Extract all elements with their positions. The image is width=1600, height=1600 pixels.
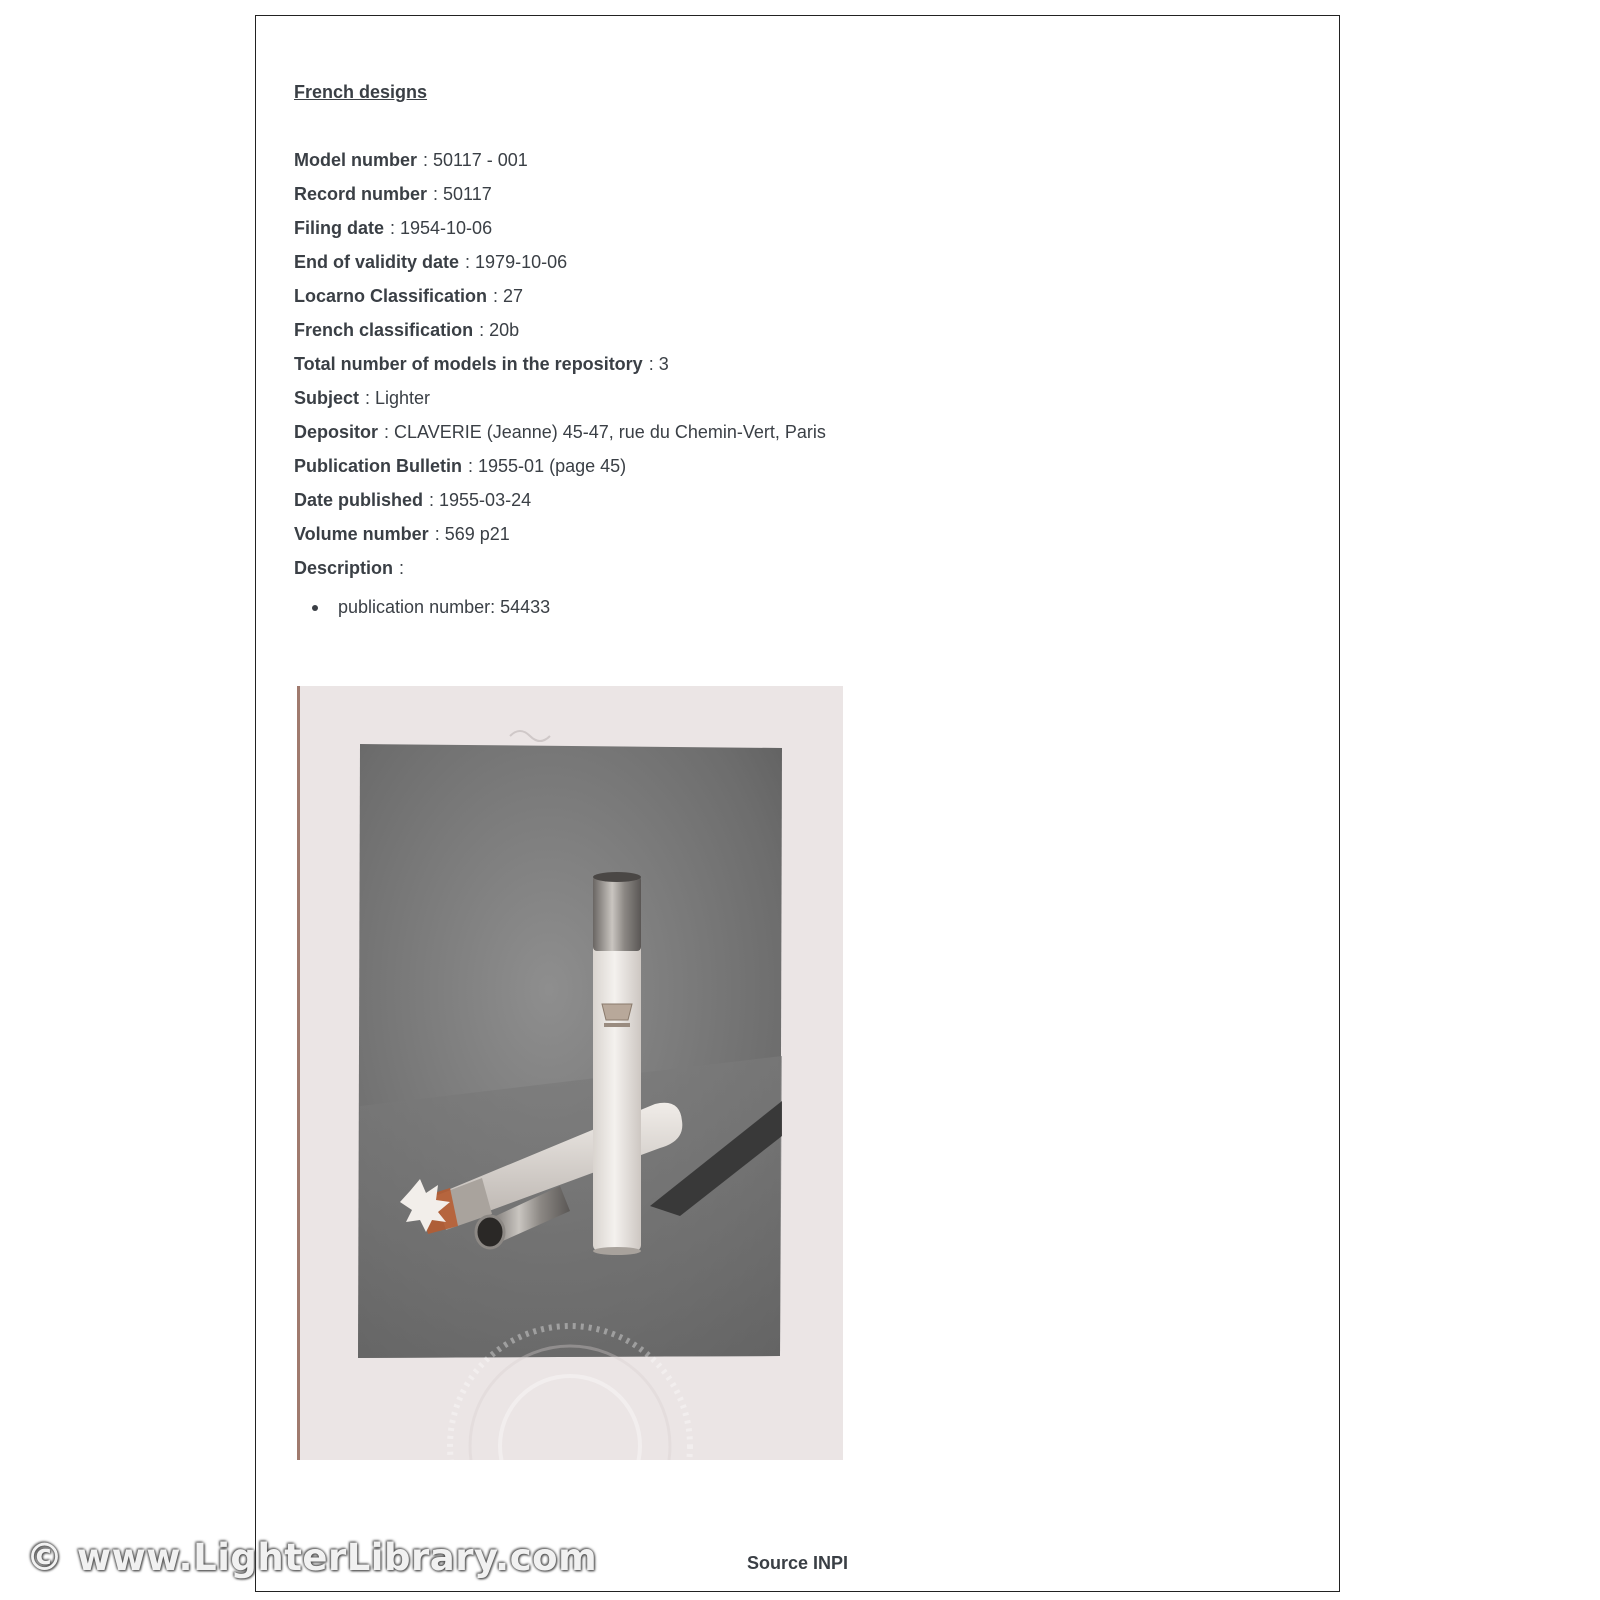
field-label: Record number bbox=[294, 184, 428, 204]
field-label: Total number of models in the repository bbox=[294, 354, 643, 374]
field-row bbox=[294, 319, 826, 353]
field-value: : 1955-03-24 bbox=[429, 490, 532, 510]
source-caption: Source INPI bbox=[746, 1553, 849, 1573]
list-item-text: publication number: 54433 bbox=[338, 597, 551, 617]
field-value: : 1979-10-06 bbox=[465, 252, 568, 272]
field-label: French classification bbox=[294, 320, 474, 340]
watermark-logo: © www.LighterLibrary.com bbox=[26, 1536, 598, 1579]
field-row bbox=[294, 523, 826, 557]
field-row bbox=[294, 251, 826, 285]
field-label: Locarno Classification bbox=[294, 286, 488, 306]
field-row bbox=[294, 557, 826, 591]
field-label: Date published bbox=[294, 490, 424, 510]
field-row bbox=[294, 455, 826, 489]
description-list bbox=[312, 597, 550, 618]
document-page bbox=[255, 15, 1340, 1592]
lighter-body-vertical bbox=[593, 872, 641, 1255]
field-label: Volume number bbox=[294, 524, 429, 544]
field-label: Description bbox=[294, 558, 394, 578]
field-value: : bbox=[399, 558, 405, 578]
field-value: : CLAVERIE (Jeanne) 45-47, rue du Chemin-Vert, Paris bbox=[384, 422, 826, 442]
field-row bbox=[294, 387, 826, 421]
field-row bbox=[294, 421, 826, 455]
field-row bbox=[294, 353, 826, 387]
section-heading: French designs bbox=[294, 82, 428, 102]
lighter-photo-image bbox=[300, 686, 843, 1460]
field-label: Model number bbox=[294, 150, 418, 170]
field-value: : 20b bbox=[479, 320, 520, 340]
field-value: : 50117 bbox=[433, 184, 492, 204]
field-row bbox=[294, 285, 826, 319]
field-value: : 1955-01 (page 45) bbox=[468, 456, 627, 476]
field-value: : 3 bbox=[648, 354, 669, 374]
field-row bbox=[294, 183, 826, 217]
field-value: : 1954-10-06 bbox=[390, 218, 493, 238]
field-label: Depositor bbox=[294, 422, 379, 442]
field-label: Filing date bbox=[294, 218, 384, 238]
field-row bbox=[294, 217, 826, 251]
field-value: : Lighter bbox=[365, 388, 431, 408]
field-value: : 569 p21 bbox=[434, 524, 510, 544]
bullet-icon bbox=[312, 605, 318, 611]
field-row bbox=[294, 489, 826, 523]
field-label: Publication Bulletin bbox=[294, 456, 463, 476]
field-label: Subject bbox=[294, 388, 360, 408]
field-row bbox=[294, 149, 826, 183]
list-item bbox=[312, 597, 550, 618]
field-value: : 50117 - 001 bbox=[423, 150, 528, 170]
field-label: End of validity date bbox=[294, 252, 460, 272]
field-list bbox=[294, 149, 826, 591]
design-photograph bbox=[297, 686, 843, 1460]
field-value: : 27 bbox=[493, 286, 524, 306]
